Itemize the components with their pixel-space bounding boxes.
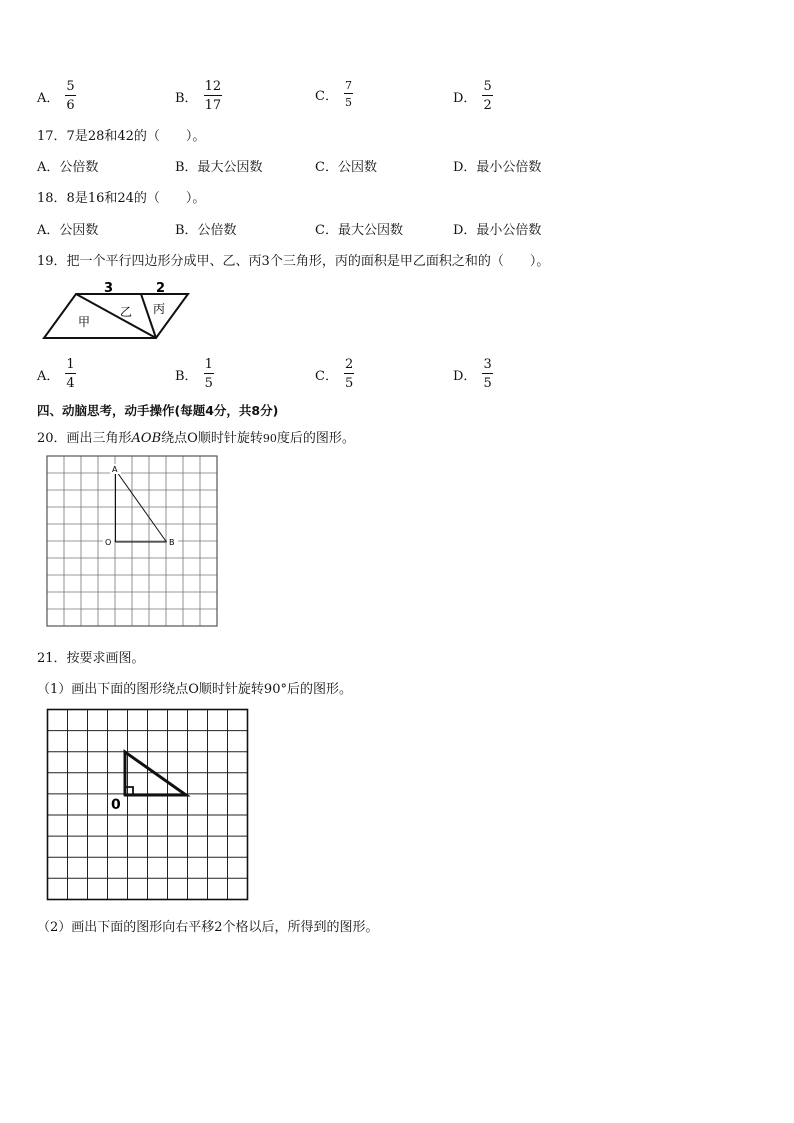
segment-ab <box>116 470 167 542</box>
fraction <box>65 358 75 390</box>
option-letter: B． <box>175 90 198 106</box>
fraction <box>65 80 75 112</box>
numerator: 2 <box>344 357 354 372</box>
grid-lines <box>47 456 217 626</box>
denominator: 2 <box>483 98 492 113</box>
numerator: 1 <box>204 357 213 372</box>
numerator: 1 <box>66 357 75 372</box>
numerator: 7 <box>344 79 352 92</box>
q19-option-a[interactable] <box>37 358 76 390</box>
fraction <box>482 358 492 390</box>
q20-stem-var: AOB <box>131 431 162 446</box>
q21-part1: （1）画出下面的图形绕点O顺时针旋转90°后的图形。 <box>37 682 352 697</box>
point-a-label: A <box>112 465 118 474</box>
numerator: 12 <box>204 79 222 94</box>
top-label-2: 2 <box>156 281 166 296</box>
denominator: 5 <box>344 96 352 109</box>
q21-stem: 21．按要求画图。 <box>37 651 145 666</box>
q20-stem-suffix: 度后的图形。 <box>276 431 355 446</box>
option-letter: A． <box>37 90 60 106</box>
point-o-label: O <box>105 538 112 547</box>
denominator: 5 <box>344 376 354 391</box>
point-o-label: 0 <box>111 797 121 813</box>
parallelogram-figure <box>40 278 192 342</box>
q18-option-b[interactable]: B．公倍数 <box>175 223 237 238</box>
q18-option-c[interactable]: C．最大公因数 <box>315 223 403 238</box>
label-yi: 乙 <box>120 305 133 319</box>
fraction <box>344 80 353 108</box>
denominator: 5 <box>483 376 492 391</box>
option-letter: A． <box>37 368 60 384</box>
option-letter: C． <box>315 368 338 384</box>
q17-stem: 17．7是28和42的（ ）。 <box>37 129 206 144</box>
denominator: 17 <box>204 98 222 113</box>
numerator: 3 <box>483 357 492 372</box>
denominator: 4 <box>66 376 75 391</box>
q18-option-a[interactable]: A．公因数 <box>37 223 99 238</box>
q19-stem: 19．把一个平行四边形分成甲、乙、丙3个三角形，丙的面积是甲乙面积之和的（ ）。 <box>37 254 550 269</box>
option-letter: C． <box>315 88 338 104</box>
option-letter: D． <box>453 368 477 384</box>
q16-option-c[interactable] <box>315 80 353 108</box>
q20-stem-num: 90 <box>262 432 277 445</box>
fraction <box>344 358 354 390</box>
numerator: 5 <box>66 79 75 94</box>
right-triangle <box>125 752 186 795</box>
label-jia: 甲 <box>78 315 91 329</box>
numerator: 5 <box>483 79 492 94</box>
q16-option-b[interactable] <box>175 80 222 112</box>
label-bing: 丙 <box>153 302 166 316</box>
point-b-label: B <box>169 538 175 547</box>
top-label-3: 3 <box>104 281 114 296</box>
denominator: 5 <box>204 376 213 391</box>
q21-part2: （2）画出下面的图形向右平移2个格以后，所得到的图形。 <box>37 920 379 935</box>
grid-lines <box>48 710 248 900</box>
denominator: 6 <box>66 98 75 113</box>
q16-option-d[interactable] <box>453 80 493 112</box>
q20-stem-prefix: 20．画出三角形 <box>37 431 132 446</box>
q17-option-c[interactable]: C．公因数 <box>315 160 377 175</box>
q18-option-d[interactable]: D．最小公倍数 <box>453 223 542 238</box>
q18-stem: 18．8是16和24的（ ）。 <box>37 191 206 206</box>
q20-stem <box>37 427 355 446</box>
fraction <box>482 80 492 112</box>
q21-grid[interactable] <box>46 708 250 902</box>
q19-option-b[interactable] <box>175 358 214 390</box>
option-letter: B． <box>175 368 198 384</box>
q17-option-d[interactable]: D．最小公倍数 <box>453 160 542 175</box>
fraction <box>204 358 214 390</box>
q17-option-a[interactable]: A．公倍数 <box>37 160 99 175</box>
q16-option-a[interactable] <box>37 80 76 112</box>
q17-option-b[interactable]: B．最大公因数 <box>175 160 263 175</box>
q19-option-d[interactable] <box>453 358 493 390</box>
option-letter: D． <box>453 90 477 106</box>
section-title: 四、动脑思考，动手操作(每题4分，共8分) <box>37 403 279 418</box>
fraction <box>204 80 223 112</box>
q19-option-c[interactable] <box>315 358 354 390</box>
q20-stem-mid: 绕点O顺时针旋转 <box>161 431 263 446</box>
q20-grid[interactable] <box>46 455 219 628</box>
